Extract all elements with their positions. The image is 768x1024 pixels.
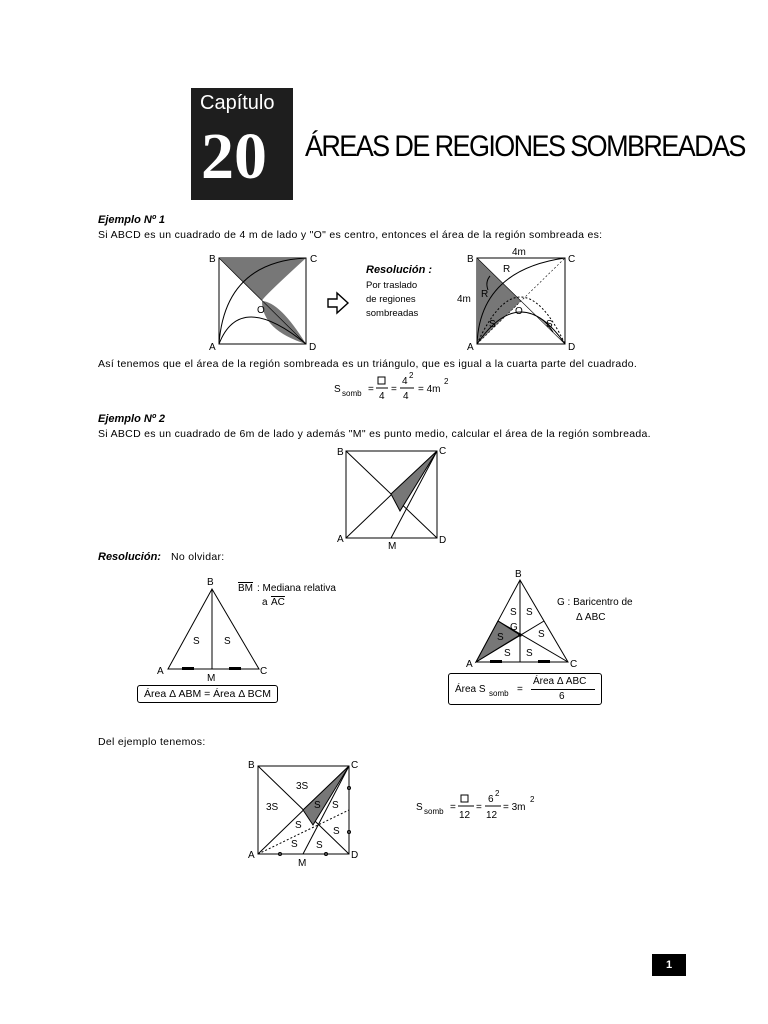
- ex1r-label-S1: S: [489, 319, 496, 330]
- svg-text:A: A: [157, 666, 164, 677]
- example2-statement: Si ABCD es un cuadrado de 6m de lado y además "M" es punto medio, calcular el área de la región sombreada.: [98, 428, 651, 440]
- svg-text:S: S: [416, 802, 423, 813]
- svg-text:M: M: [298, 858, 307, 869]
- svg-text:D: D: [351, 850, 359, 861]
- svg-text:A: A: [466, 659, 473, 670]
- final-intro: Del ejemplo tenemos:: [98, 736, 206, 748]
- svg-text:G : Baricentro de: G : Baricentro de: [557, 597, 633, 608]
- page-number: 1: [652, 954, 686, 976]
- svg-text:12: 12: [486, 810, 498, 821]
- example2-heading: Ejemplo Nº 2: [98, 413, 165, 425]
- svg-text:S: S: [497, 632, 504, 643]
- svg-text:C: C: [570, 659, 578, 670]
- ex1r-label-R1: R: [503, 264, 511, 275]
- svg-text:somb: somb: [424, 807, 444, 816]
- svg-text:S: S: [224, 636, 231, 647]
- chapter-word: Capítulo: [200, 92, 275, 114]
- svg-text:S: S: [538, 629, 545, 640]
- svg-text:A: A: [337, 534, 344, 545]
- svg-text:S: S: [510, 607, 517, 618]
- svg-text:C: C: [260, 666, 268, 677]
- svg-text:D: D: [439, 535, 447, 546]
- example1-statement: Si ABCD es un cuadrado de 4 m de lado y "O" es centro, entonces el área de la región sombreada es:: [98, 229, 603, 241]
- median-formula-box: Área Δ ABM = Área Δ BCM: [137, 685, 278, 703]
- svg-text:S: S: [295, 820, 302, 831]
- resolution-note: No olvidar:: [171, 551, 225, 563]
- ex1r-label-R2: R: [481, 289, 489, 300]
- svg-text:= 4m: = 4m: [418, 384, 441, 395]
- svg-text:somb: somb: [342, 389, 362, 398]
- ex1r-side-top: 4m: [512, 247, 526, 258]
- ex1r-label-D: D: [568, 342, 576, 353]
- ex1r-label-A: A: [467, 342, 474, 353]
- svg-text:M: M: [388, 541, 397, 552]
- ex1r-side-left: 4m: [457, 294, 471, 305]
- svg-text:= 3m: = 3m: [503, 802, 526, 813]
- svg-text:=: =: [368, 384, 374, 395]
- svg-text:6: 6: [488, 794, 494, 805]
- svg-text:: Mediana relativa: : Mediana relativa: [257, 583, 336, 594]
- svg-text:S: S: [314, 800, 321, 811]
- svg-text:C: C: [351, 760, 359, 771]
- ex1r-label-B: B: [467, 254, 474, 265]
- svg-text:S: S: [333, 826, 340, 837]
- svg-text:S: S: [526, 607, 533, 618]
- svg-text:S: S: [291, 839, 298, 850]
- chapter-title: ÁREAS DE REGIONES SOMBREADAS: [305, 130, 745, 163]
- svg-text:AC: AC: [271, 597, 285, 608]
- chapter-number: 20: [201, 120, 267, 193]
- svg-text:2: 2: [530, 795, 535, 804]
- example1-heading: Ejemplo Nº 1: [98, 214, 165, 226]
- ex1-label-A: A: [209, 342, 216, 353]
- svg-text:B: B: [207, 577, 214, 588]
- svg-text:BM: BM: [238, 583, 253, 594]
- example1-resolution-line1: Por traslado: [366, 280, 418, 291]
- svg-text:S: S: [332, 800, 339, 811]
- svg-text:Δ ABC: Δ ABC: [576, 612, 606, 623]
- ex1-label-B: B: [209, 254, 216, 265]
- ex1r-label-S2: S: [546, 319, 553, 330]
- svg-text:2: 2: [495, 789, 500, 798]
- svg-text:B: B: [515, 569, 522, 580]
- svg-text:M: M: [207, 673, 216, 684]
- svg-text:S: S: [316, 840, 323, 851]
- svg-text:a: a: [262, 597, 268, 608]
- ex1-label-C: C: [310, 254, 318, 265]
- svg-text:C: C: [439, 446, 447, 457]
- svg-text:3S: 3S: [266, 802, 279, 813]
- svg-text:B: B: [337, 447, 344, 458]
- resolution-title: Resolución:: [98, 551, 161, 563]
- ex1r-label-O: O: [515, 306, 523, 317]
- barycenter-formula-box: Área S somb = Área Δ ABC 6: [448, 673, 602, 705]
- svg-text:4: 4: [403, 391, 409, 402]
- example1-resolution-line3: sombreadas: [366, 308, 419, 319]
- svg-text:B: B: [248, 760, 255, 771]
- svg-text:S: S: [504, 648, 511, 659]
- ex1r-label-C: C: [568, 254, 576, 265]
- svg-text:4: 4: [402, 376, 408, 387]
- svg-text:A: A: [248, 850, 255, 861]
- svg-text:=: =: [450, 802, 456, 813]
- svg-text:G: G: [510, 622, 518, 633]
- svg-text:S: S: [526, 648, 533, 659]
- svg-text:12: 12: [459, 810, 471, 821]
- svg-text:2: 2: [409, 371, 414, 380]
- svg-text:2: 2: [444, 377, 449, 386]
- example1-resolution-title: Resolución :: [366, 264, 433, 276]
- example1-conclusion: Así tenemos que el área de la región sombreada es un triángulo, que es igual a la cuarta parte del cuadrado.: [98, 358, 638, 370]
- svg-text:S: S: [193, 636, 200, 647]
- svg-text:S: S: [334, 384, 341, 395]
- example1-resolution-line2: de regiones: [366, 294, 416, 305]
- svg-text:=: =: [391, 384, 397, 395]
- svg-text:=: =: [476, 802, 482, 813]
- ex1-label-O: O: [257, 305, 265, 316]
- ex1-label-D: D: [309, 342, 317, 353]
- svg-text:3S: 3S: [296, 781, 309, 792]
- square-icon: [461, 795, 468, 802]
- svg-text:4: 4: [379, 391, 385, 402]
